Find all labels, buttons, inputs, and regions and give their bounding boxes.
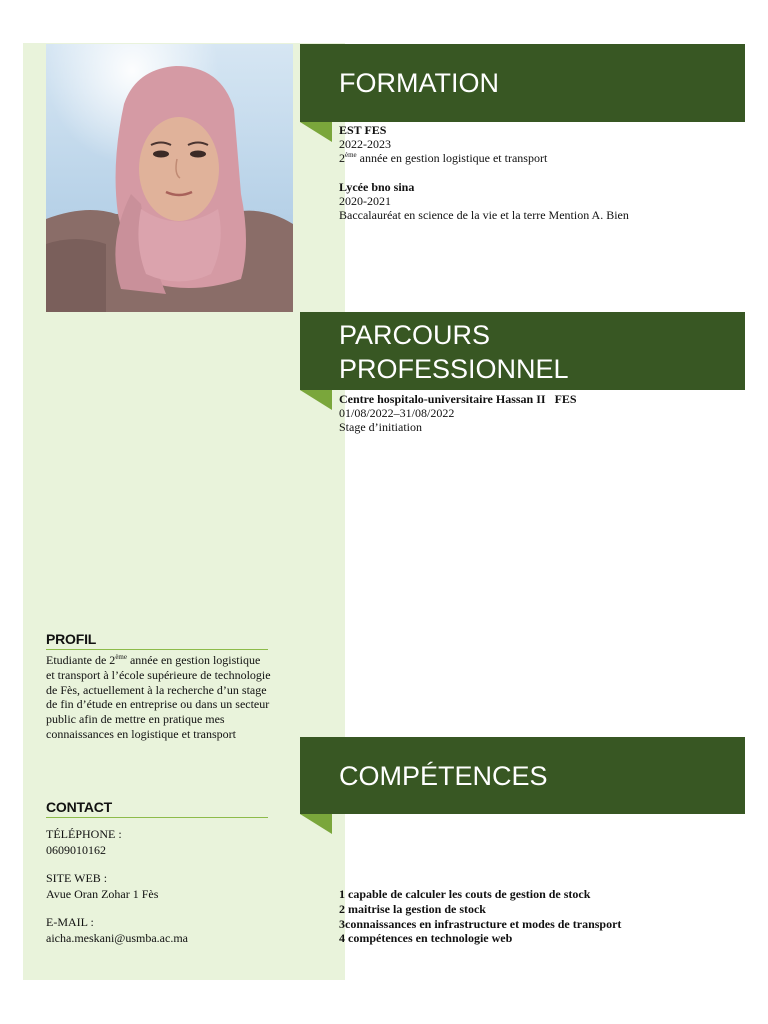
formation-years-1: 2022-2023 bbox=[339, 137, 391, 151]
competence-item: 3connaissances en infrastructure et modes de transport bbox=[339, 916, 622, 931]
parcours-fold bbox=[300, 390, 332, 410]
competences-banner bbox=[300, 737, 745, 814]
contact-block bbox=[46, 827, 271, 946]
competences-list bbox=[339, 887, 621, 946]
formation-banner bbox=[300, 44, 745, 122]
parcours-place-1: Centre hospitalo-universitaire Hassan II FES bbox=[339, 392, 577, 406]
contact-heading: CONTACT bbox=[46, 799, 112, 815]
web-label: SITE WEB : bbox=[46, 871, 108, 885]
formation-years-2: 2020-2021 bbox=[339, 194, 391, 208]
web-value: Avue Oran Zohar 1 Fès bbox=[46, 886, 159, 901]
competence-item: 2 maitrise la gestion de stock bbox=[339, 901, 486, 916]
phone-label: TÉLÉPHONE : bbox=[46, 827, 122, 841]
parcours-banner bbox=[300, 312, 745, 390]
contact-rule bbox=[46, 817, 268, 818]
formation-school-2: Lycée bno sina bbox=[339, 180, 415, 194]
formation-school-1: EST FES bbox=[339, 123, 387, 137]
parcours-title-line2: PROFESSIONNEL bbox=[339, 354, 569, 384]
formation-desc-1: 2ème année en gestion logistique et transport bbox=[339, 151, 548, 165]
profil-text: Etudiante de 2ème année en gestion logistique et transport à l’école supérieure de technologie de Fès, actuellement à la recherche d’un stage de fin d’étude en entreprise ou dans un secteur public afin de mettre en pratique mes connaissances en logistique et transport bbox=[46, 653, 271, 741]
profil-rule bbox=[46, 649, 268, 650]
competence-item: 1 capable de calculer les couts de gestion de stock bbox=[339, 887, 591, 901]
profile-photo bbox=[46, 44, 293, 312]
email-label: E-MAIL : bbox=[46, 915, 94, 929]
parcours-title-line1: PARCOURS bbox=[339, 320, 491, 350]
competences-title: COMPÉTENCES bbox=[339, 760, 548, 791]
formation-desc-2: Baccalauréat en science de la vie et la terre Mention A. Bien bbox=[339, 208, 629, 222]
competence-item: 4 compétences en technologie web bbox=[339, 931, 513, 946]
formation-entry-1 bbox=[339, 123, 547, 165]
profil-heading: PROFIL bbox=[46, 631, 97, 647]
formation-title: FORMATION bbox=[339, 68, 499, 98]
formation-entry-2 bbox=[339, 180, 629, 222]
parcours-dates-1: 01/08/2022–31/08/2022 bbox=[339, 406, 455, 420]
formation-fold bbox=[300, 122, 332, 142]
portrait-photo bbox=[46, 44, 293, 312]
parcours-entry-1 bbox=[339, 392, 577, 434]
phone-value: 0609010162 bbox=[46, 842, 106, 857]
parcours-role-1: Stage d’initiation bbox=[339, 420, 422, 434]
competences-fold bbox=[300, 814, 332, 834]
email-value[interactable]: aicha.meskani@usmba.ac.ma bbox=[46, 930, 188, 945]
